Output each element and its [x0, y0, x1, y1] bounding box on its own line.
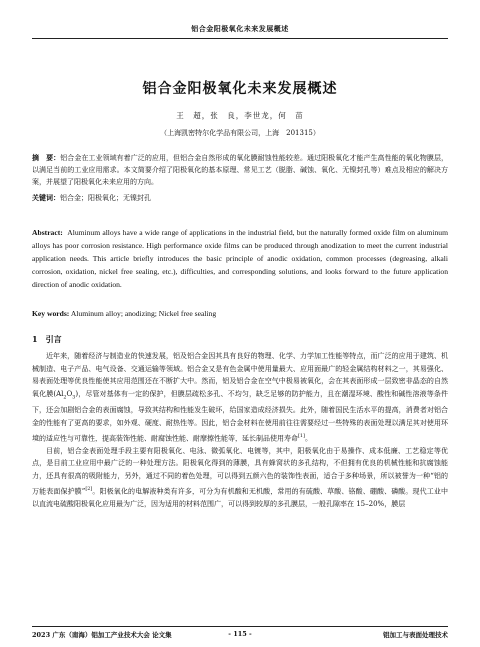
body-text	[32, 350, 448, 510]
abstract-en	[32, 226, 448, 291]
footer-left: 2023 广东（南海）铝加工产业技术大会 论文集	[32, 631, 172, 639]
authors: 王 超，张 良，李世龙，何 苗	[176, 111, 304, 120]
abstract-en-label: Abstract:	[32, 228, 63, 237]
paper-title: 铝合金阳极氧化未来发展概述	[142, 81, 338, 97]
p2-part: 。阳极氧化的电解液种类有许多，可分为有机酸和无机酸，常用的有硫酸、草酸、铬酸、硼酸、磷酸。现代工业中以直流电硫酸阳极氧化应用最为广泛，因为适用的材料范围广，可以得到较厚的多孔膜层，一般孔隙率在 15–20%，膜层	[32, 487, 448, 508]
page-number: - 115 -	[228, 630, 252, 638]
abstract-cn	[32, 152, 448, 189]
paragraph-2	[32, 445, 448, 511]
header-rule	[32, 38, 448, 39]
paragraph-1	[32, 350, 448, 445]
p1-part: 。	[304, 433, 312, 442]
subscript: 3	[72, 394, 76, 401]
keywords-en-text: Aluminum alloy; anodizing; Nickel free sealing	[70, 309, 217, 318]
p1-part: 近年来，随着经济与制造业的快速发展，铝及铝合金因其具有良好的物理、化学、力学加工性能等特点，而广泛的应用于建筑、机械制造、电子产品、电气设备、交通运输等领域。铝合金又是有色金属中使用量最大、应用面最广的轻金属结构材料之一，其易强化、易表面处理等优良性能使其应用范围还在不断扩大中。然而，铝及铝合金在空气中极易被氧化，会在其表面形成一层致密非晶态的自然氧化膜(Al	[32, 352, 448, 399]
subscript: 2	[63, 394, 67, 401]
keywords-cn-label: 关键词：	[32, 193, 60, 202]
citation-ref: [2]	[85, 485, 93, 492]
section-heading: 1 引言	[32, 334, 62, 344]
keywords-en	[32, 308, 448, 320]
footer-rule	[32, 626, 448, 627]
footer-right: 铝加工与表面处理技术	[383, 631, 448, 639]
p1-part: O	[66, 390, 73, 399]
keywords-cn	[32, 192, 448, 204]
citation-ref: [1]	[298, 432, 305, 439]
p2-part: 目前，铝合金表面处理手段主要有阳极氧化、电泳、微弧氧化、电镀等，其中，阳极氧化由于易操作、成本低廉、工艺稳定等优点，是目前工业应用中最广泛的一种处理方法。阳极氧化得到的薄膜，具有蜂窝状的多孔结构，不但拥有优良的机械性能和抗腐蚀能力，还具有很高的吸附能力，另外，通过不同的着色处理，可以得到五颜六色的装饰性表面，适合于多种场景，所以被誉为一种“铝的万能表面保护膜”	[32, 446, 448, 496]
affiliation: （上海凯密特尔化学品有限公司，上海 201315）	[160, 129, 320, 137]
abstract-en-text: Aluminum alloys have a wide range of applications in the industrial field, but the naturally formed oxide film on aluminum alloys has poor corrosion resistance. High performance oxide films can be produced through anodization to meet the current industrial application needs. This article briefly introduces the basic principle of anodic oxidation, common processes (degreasing, alkali corrosion, oxidation, nickel free sealing, etc.), difficulties, and corresponding solutions, and looks forward to the future application direction of anodic oxidation.	[32, 228, 449, 290]
abstract-cn-label: 摘 要：	[32, 153, 61, 162]
p1-part: )，尽管对基体有一定的保护，但膜层疏松多孔、不均匀，缺乏足够的防护能力，且在潮湿环境、酸性和碱性溶液等条件下，还会加剧铝合金的表面腐蚀，导致其结构和性能发生破坏，给国家造成经济损失。此外，随着国民生活水平的提高，消费者对铝合金的性能有了更高的要求，如外观、硬度、耐热性等。因此，铝合金材料在使用前往往需要经过一些特殊的表面处理以满足其对使用环境的适应性与可靠性，提高装饰性能、耐腐蚀性能、耐摩擦性能等，延长制品使用寿命	[32, 390, 448, 442]
running-head: 铝合金阳极氧化未来发展概述	[191, 24, 289, 33]
keywords-en-label: Key words:	[32, 309, 70, 318]
keywords-cn-text: 铝合金；阳极氧化；无镍封孔	[60, 194, 151, 202]
abstract-cn-text: 铝合金在工业领域有着广泛的应用，但铝合金自然形成的氧化膜耐蚀性能较差。通过阳极氧化才能产生高性能的氧化物膜层，以满足当前的工业应用需求。本文简要介绍了阳极氧化的基本原理、常见工艺（脱脂、碱蚀、氧化、无镍封孔等）难点及相应的解决方案，并展望了阳极氧化未来应用的方向。	[32, 154, 449, 187]
